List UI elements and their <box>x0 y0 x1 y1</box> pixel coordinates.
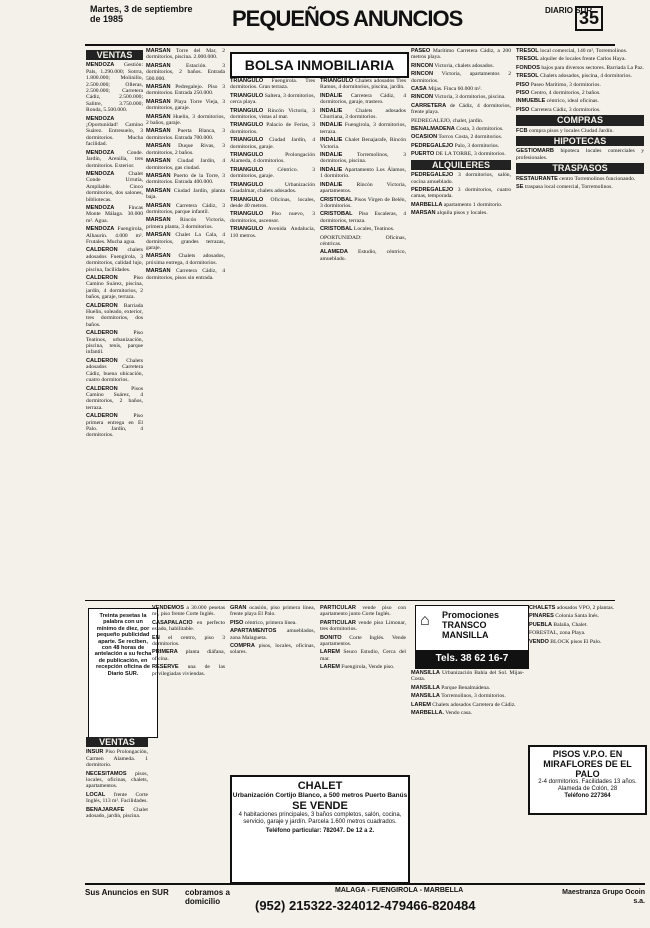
vpo-addr: Alameda de Colón, 28 <box>557 786 618 792</box>
classified-ad: PUERTO DE LA TORRE, 3 dormitorios. <box>411 151 506 158</box>
classified-ad: CRISTOBAL Piso Escaleras, 4 dormitorios, terraza. <box>320 211 406 224</box>
classified-ad: TRIANGULO Fuengirola. Tres dormitorios. Gran terraza. <box>230 78 315 91</box>
classified-ad: TRIANGULO Avenida Andalucía, 110 metros. <box>230 226 315 239</box>
classified-ad: FORESTAL, zona Playa. <box>529 630 586 637</box>
footer-banner <box>85 883 645 923</box>
column-lower-3 <box>230 605 315 770</box>
classified-ad: OCASION Torrox Costa, 2 dormitorios. <box>411 134 503 141</box>
classified-ad: FCB compra pisos y locales Ciudad Jardín. <box>516 127 614 134</box>
classified-ad: PISO Centro, 4 dormitorios, 2 baños. <box>516 90 601 97</box>
lower3-list <box>230 605 315 656</box>
classified-ad: TRIANGULO Urbanización Guadalmar, chalets adosados. <box>230 181 315 195</box>
classified-ad: MARSAN Rincón Victoria, primera planta, 3 dormitorios. <box>146 217 225 230</box>
classified-ad: MARSAN alquila pisos y locales. <box>411 210 488 217</box>
classified-ad: MENDOZA Gestión: Pals, 1.290.000; Sotrra, 1.800.000; Molinillo, 2.500.000; Olleras, 2.500.000; Carretera Cádiz, 2.500.000; Salitre, 3.750.000; Ronda, 5.500.000. <box>86 62 143 114</box>
classified-ad: PISO Carretera Cádiz, 3 dormitorios. <box>516 106 601 113</box>
classified-ad: RINCON Victoria, 3 dormitorios, piscina. <box>411 94 506 101</box>
ventas-list <box>86 62 143 438</box>
classified-ad: VENDO BLOCK pisos El Palo. <box>529 638 602 645</box>
indalie-list <box>320 78 406 262</box>
classified-ad: PARTICULAR vende piso Limonar, tres dormitorios. <box>320 619 406 633</box>
column-lower-5 <box>411 670 524 880</box>
classified-ad: SE traspasa local comercial, Torremolinos. <box>516 184 613 191</box>
footer-cobramos: cobramos a domicilio <box>185 888 230 906</box>
alquileres-list <box>411 172 511 216</box>
promociones-ad <box>415 605 529 669</box>
classified-ad: MARSAN Ciudad Jardín, 4 dormitorios, gas ciudad. <box>146 158 225 171</box>
classified-ad: MARSAN Estación. 3 dormitorios, 2 baños. Entrada 500.000. <box>146 62 225 82</box>
column-triangulo <box>230 78 315 598</box>
classified-ad: LOCAL frente Corte Inglés, 113 m². Facilidades. <box>86 791 148 805</box>
lower6-list <box>529 605 644 645</box>
classified-ad: MENDOZA Conde. Jardín, Arenilla, tres dormitorios. Exterior. <box>86 149 143 169</box>
newspaper-name: DIARIO SUR <box>545 6 593 15</box>
section-hipotecas: HIPOTECAS <box>516 136 644 146</box>
classified-ad: TRIANGULO Chalets adosados Tres Ramos, 4 dormitorios, piscina, jardín. <box>320 78 406 91</box>
column-marsan <box>146 48 225 598</box>
classified-ad: INSUR Piso Prolongación, Carmen Alameda. 1 dormitorio. <box>86 749 148 769</box>
classified-ad: BONITO Corte Inglés. Vende apartamentos. <box>320 634 406 648</box>
classified-ad: MARSAN Carretera Cádiz, 3 dormitorios, parque infantil. <box>146 202 225 215</box>
column-lower-4 <box>320 605 406 770</box>
classified-ad: PISO Paseo Marítimo, 3 dormitorios. <box>516 81 601 88</box>
classified-ad: TRIANGULO Saltera, 3 dormitorios, cerca playa. <box>230 92 315 106</box>
vpo-title: PISOS V.P.O. EN MIRAFLORES DE EL PALO <box>543 749 632 779</box>
footer-phones: (952) 215322-324012-479466-820484 <box>255 898 476 913</box>
chalet-title: CHALET <box>297 780 343 792</box>
tresol-list <box>516 48 644 113</box>
column-indalie <box>320 78 406 598</box>
classified-ad: PEDREGALEJO Palo, 3 dormitorios. <box>411 142 500 149</box>
classified-ad: MANSILLA Torremolinos, 3 dormitorios. <box>411 693 506 700</box>
column-tresol <box>516 48 644 598</box>
classified-ad: LAREM Chalets adosados Carretera de Cádiz. <box>411 701 516 708</box>
classified-ad: PEDREGALEJO, chalet, jardín. <box>411 117 484 124</box>
classified-ad: EN el centro, piso 3 dormitorios. <box>152 634 225 648</box>
compras-list <box>516 128 644 134</box>
classified-ad: INDALIE Torremolinos, 3 dormitorios, piscina. <box>320 152 406 165</box>
classified-ad: PISO céntrico, primera línea. <box>230 619 297 626</box>
chalet-tel: Teléfono particular: 782047. De 12 a 2. <box>265 828 375 834</box>
classified-ad: BENALMADENA Costa, 3 dormitorios. <box>411 126 504 133</box>
classified-ad: PRIMERA planta diáfana, oficina. <box>152 649 225 662</box>
classified-ad: TRESOL Chalets adosados, piscina, 4 dormitorios. <box>516 73 632 80</box>
classified-ad: MARSAN Playa Torre Vieja, 3 dormitorios, garaje. <box>146 98 225 112</box>
classified-ad: CALDERON Piso Camino Suárez, piscina, jardín, 4 dormitorios, 2 baños, garaje, terraza. <box>86 275 143 301</box>
classified-ad: CALDERON Barriada Huelin, soleado, exterior, tres dormitorios, dos baños. <box>86 302 143 328</box>
paseo-list <box>411 48 511 158</box>
classified-ad: INDALIE Chalets adosados Churriana, 3 dormitorios. <box>320 107 406 121</box>
classified-ad: PASEO Marítimo Carretera Cádiz, a 200 metros playa. <box>411 48 511 61</box>
mid-rule <box>85 600 615 601</box>
classified-ad: CASA Mijas. Finca 60.000 m². <box>411 86 482 93</box>
section-ventas: VENTAS <box>86 50 143 60</box>
classified-ad: MARSAN Carretera Cádiz, 4 dormitorios, pisos sin entrada. <box>146 268 225 281</box>
classified-ad: TRIANGULO Rincón Victoria, 3 dormitorios, vistas al mar. <box>230 107 315 121</box>
chalet-subtitle: Urbanización Cortijo Blanco, a 500 metros Puerto Banús <box>232 792 408 799</box>
house-icon: ⌂ <box>420 612 430 629</box>
classified-ad: MARSAN Duque Rivas, 3 dormitorios, 2 baños. <box>146 143 225 156</box>
classified-ad: BENAJARAFE Chalet adosado, jardín, piscina. <box>86 806 148 820</box>
classified-ad: ALAMEDA Estudio, céntrico, amueblado. <box>320 249 406 262</box>
chalet-body: 4 habitaciones principales, 3 baños completos, salón, cocina, servicio, garaje y jardín. Parcela 1.600 metros cuadrados. <box>238 812 402 825</box>
classified-ad: MARBELLA apartamento 1 dormitorio. <box>411 201 503 208</box>
classified-ad: GESTIOMARB hipoteca locales comerciales y profesionales. <box>516 148 644 161</box>
triangulo-list <box>230 78 315 239</box>
column-lower-2 <box>152 605 225 880</box>
classified-ad: PINARES Colonia Santa Inés. <box>529 613 599 620</box>
classified-ad: CARRETERA de Cádiz, 4 dormitorios, frente playa. <box>411 102 511 116</box>
footer-left: Sus Anuncios en SUR <box>85 888 169 897</box>
classified-ad: PUEBLA Balaña, Chalet. <box>529 621 588 628</box>
classified-ad: TRESOL alquiler de locales frente Carlos Haya. <box>516 56 626 63</box>
classified-ad: MARSAN Puerto de la Torre, 3 dormitorios. Entrada 400.000. <box>146 172 225 186</box>
vpo-ad <box>528 745 647 815</box>
section-alquileres: ALQUILERES <box>411 160 511 170</box>
classified-ad: NECESITAMOS pisos, locales, oficinas, chalets, apartamentos. <box>86 770 148 790</box>
column-ventas-2 <box>86 735 148 880</box>
promociones-tel: Tels. 38 62 16-7 <box>416 650 528 668</box>
classified-ad: CALDERON Pisos Camino Suárez, 4 dormitorios, 2 baños, terraza. <box>86 385 143 411</box>
chalet-sale: SE VENDE <box>292 800 348 812</box>
chalet-ad <box>230 775 410 884</box>
classified-ad: RESTAURANTE centro Torremolinos funcionando. <box>516 175 636 182</box>
hipotecas-list <box>516 148 644 161</box>
header-rule <box>85 44 615 46</box>
classified-ad: INDALIE Carretera Cádiz, 4 dormitorios, garaje, trastero. <box>320 92 406 106</box>
promociones-name: Promociones TRANSCO MANSILLA <box>442 610 500 640</box>
classified-ad: MARSAN Torre del Mar, 2 dormitorios, piscina. 2.000.000. <box>146 48 225 61</box>
classified-ad: TRIANGULO Ciudad Jardín, 4 dormitorios, garaje. <box>230 137 315 150</box>
lower5-list <box>411 670 524 716</box>
column-lower-6 <box>529 605 644 743</box>
lower4-list <box>320 605 406 671</box>
classified-ad: OPORTUNIDAD: Oficinas, céntricas. <box>320 234 406 247</box>
classified-ad: CRISTOBAL Locales, Teatinos. <box>320 226 395 233</box>
classified-ad: MARSAN Pedregalejo. Piso 3 dormitorios. Entrada 250.000. <box>146 84 225 97</box>
classified-ad: MARSAN Chalets adosados, próxima entrega, 4 dormitorios. <box>146 253 225 266</box>
classified-ad: MARSAN Chalet La Cala, 4 dormitorios, grandes terrazas, garaje. <box>146 232 225 251</box>
vpo-body: 2-4 dormitorios. Facilidades 13 años. <box>538 779 637 785</box>
classified-ad: TRESOL local comercial, 140 m², Torremolinos. <box>516 48 628 54</box>
classified-ad: RINCON Victoria, chalets adosados. <box>411 62 494 69</box>
vpo-tel: Teléfono 227364 <box>564 793 611 799</box>
classified-ad: MENDOZA Chalet Conde Urrutia, Ampliable. Cinco dormitorios, dos salones, bibliotecas. <box>86 170 143 203</box>
classified-ad: MARSAN Huelin, 3 dormitorios, 2 baños, garaje. <box>146 113 225 127</box>
footer-cities: MALAGA - FUENGIROLA - MARBELLA <box>335 887 464 894</box>
page-header <box>0 0 650 48</box>
classified-ad: PEDREGALEJO 3 dormitorios, salón, cocina amueblado. <box>411 172 511 185</box>
classified-ad: MANSILLA Urbanización Bahía del Sol. Mijas-Costa. <box>411 670 524 683</box>
lower2-list <box>152 605 225 677</box>
classified-ad: MENDOZA ¡Oportunidad! Camino Suárez. Entresuelo, 3 dormitorios. Mucha facilidad. <box>86 115 143 148</box>
page-number: 35 <box>575 6 603 31</box>
classified-ad: TRIANGULO Piso nuevo, 3 dormitorios, ascensor. <box>230 211 315 224</box>
classified-ad: INDALIE Fuengirola, 3 dormitorios, terraza. <box>320 122 406 135</box>
classified-ad: CALDERON chalets adosados Fuengirola, 3 dormitorios, calidad lujo, piscina, facilidades. <box>86 247 143 273</box>
classified-ad: PEDREGALEJO 3 dormitorios, cuatro camas, temporada. <box>411 186 511 200</box>
classified-ad: TRIANGULO Céntrico. 3 dormitorios, garaje. <box>230 166 315 180</box>
classified-ad: MARBELLA. Vendo casa. <box>411 710 472 717</box>
rates-notice: Treinta pesetas la palabra con un mínimo de diez, por pequeño publicidad aparte. Se reciben, con 48 horas de antelación a su fecha de publicación, en recepción oficina de Diario SUR. <box>88 608 158 738</box>
classified-ad: COMPRA pisos, locales, oficinas, solares. <box>230 643 315 656</box>
classified-ad: CALDERON Chalets adosados Carretera Cádiz, buena ubicación, cuatro dormitorios. <box>86 357 143 384</box>
classified-ad: APARTAMENTOS amueblados, zona Malagueta. <box>230 628 315 641</box>
ventas2-list <box>86 749 148 819</box>
bolsa-inmobiliaria-title: BOLSA INMOBILIARIA <box>230 52 409 78</box>
classified-ad: LAREM Fuengirola, Vende piso. <box>320 664 395 671</box>
classified-ad: GRAN ocasión, piso primera línea, frente playa El Palo. <box>230 605 315 618</box>
footer-right: Maestranza Grupo Ocoin s.a. <box>562 889 645 905</box>
classified-ad: TRIANGULO Prolongación Alameda, 4 dormitorios. <box>230 152 315 165</box>
issue-date: Martes, 3 de septiembre de 1985 <box>90 4 193 24</box>
section-compras: COMPRAS <box>516 115 644 125</box>
classified-ad: MARSAN Puerta Blanca, 3 dormitorios. Entrada 700.000. <box>146 128 225 141</box>
marsan-list <box>146 48 225 281</box>
classified-ad: INMUEBLE céntrico, ideal oficinas. <box>516 98 599 105</box>
page-title: PEQUEÑOS ANUNCIOS <box>232 6 463 31</box>
column-paseo <box>411 48 511 598</box>
classified-ad: MARSAN Ciudad Jardín, planta baja. <box>146 187 225 201</box>
classified-ad: PARTICULAR vende piso con apartamento junto Corte Inglés. <box>320 605 406 618</box>
classified-ad: TRIANGULO Oficinas, locales, desde 40 metros. <box>230 196 315 209</box>
classified-ad: INDALIE Apartamento Los Álamos, 1 dormitorio. <box>320 166 406 180</box>
classified-ad: RESERVE una de las privilegiadas viviendas. <box>152 664 225 677</box>
classified-ad: RINCON Victoria, apartamentos 2 dormitorios. <box>411 71 511 84</box>
classified-ad: FONDOS bajos para diversos sectores. Barriada La Paz. <box>516 64 644 71</box>
classified-ad: INDALIE Rincón Victoria, apartamentos. <box>320 181 406 195</box>
classified-ad: CASAPALACIO en perfecto estado, habilitable. <box>152 619 225 633</box>
classified-ad: CALDERON Piso Teatinos, urbanización, piscina, tenis, parque infantil. <box>86 330 143 356</box>
section-ventas-2: VENTAS <box>86 737 148 747</box>
traspasos-list <box>516 176 644 191</box>
classified-ad: TRIANGULO Palacio de Ferias, 3 dormitorios. <box>230 122 315 135</box>
section-traspasos: TRASPASOS <box>516 163 644 173</box>
classified-ad: CHALETS adosados VPO, 2 plantas. <box>529 605 615 611</box>
classified-ad: CRISTOBAL Pisos Virgen de Belén, 3 dormitorios. <box>320 196 406 209</box>
classified-ad: MENDOZA Fincas Monte Málaga. 30.000 m². Agua. <box>86 204 143 224</box>
column-ventas <box>86 48 143 598</box>
classified-ad: INDALIE Chalet Benajarafe, Rincón Victoria. <box>320 137 406 150</box>
classified-ad: MANSILLA Parque Benalmádena. <box>411 684 491 691</box>
classified-ad: CALDERON Piso primera entrega en El Palo. Jardín, 4 dormitorios. <box>86 413 143 439</box>
classified-ad: LAREM Seuco Estudio, Cerca del mar. <box>320 649 406 662</box>
classified-ad: VENDEMOS a 30.000 pesetas m², piso frente Corte Inglés. <box>152 605 225 618</box>
classified-ad: MENDOZA Fuengirola, Alhaurín. 4.000 m². Frutales. Mucha agua. <box>86 226 143 245</box>
